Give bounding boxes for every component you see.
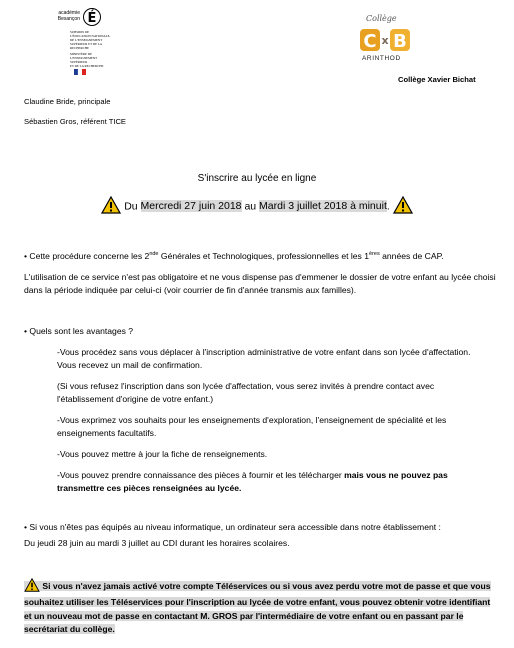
intro-bullet: • Cette procédure concerne les 2nde Générales et Technologiques, professionnelles et les 1ères années de CAP. — [24, 251, 444, 261]
svg-text:B: B — [393, 31, 407, 52]
academy-logo — [56, 6, 112, 68]
svg-text:x: x — [381, 34, 389, 47]
advantage-item: -Vous pouvez mettre à jour la fiche de renseignements. — [57, 449, 268, 459]
warning-icon — [101, 196, 121, 217]
college-logo-script: Collège — [366, 14, 397, 23]
advantage-item: -Vous exprimez vos souhaits pour les enseignements d'exploration, l'enseignement de spécialité et les enseignements facultatifs. — [57, 415, 447, 439]
intro-paragraph: L'utilisation de ce service n'est pas obligatoire et ne vous dispense pas d'emmener le dossier de votre enfant au lycée choisi dans la période indiquée par celui-ci (voir courrier de fin d'année transmis aux familles). — [24, 272, 496, 296]
account-notice-text: Si vous n'avez jamais activé votre compte Téléservices ou si vous avez perdu votre mot de passe et que vous souhaitez utiliser les Téléservices pour l'inscription au lycée de votre enfant, vous pouvez obtenir votre identifiant et un nouveau mot de passe en contactant M. GROS par l'intermédiaire de votre enfant ou en passant par le secrétariat du collège. — [24, 581, 491, 634]
college-name: Collège Xavier Bichat — [398, 75, 476, 84]
dates-middle: au — [241, 200, 260, 213]
advantage-item: -Vous pouvez prendre connaissance des pièces à fournir et les télécharger mais vous ne pouvez pas transmettre ces pièces renseignées au lycée. — [57, 470, 448, 494]
dates-suffix: . — [386, 200, 390, 213]
academy-name: académie Besançon — [57, 10, 80, 22]
ministry-lines: SUBSIDIS DE L'ÉDUCATION NATIONALE, DE L'ENSEIGNEMENT SUPÉRIEUR ET DE LA RECHERCHE MINISTÈRE DE L'ENSEIGNEMENT SUPÉRIEUR ET DE LA RECHERCHE — [70, 30, 111, 68]
academy-e-mark — [83, 6, 101, 28]
account-notice — [24, 578, 494, 636]
marianne-icon — [74, 62, 86, 68]
principal-name: Claudine Bride, principale — [24, 97, 111, 106]
end-date: Mardi 3 juillet 2018 à minuit — [259, 200, 387, 213]
equipment-dates: Du jeudi 28 juin au mardi 3 juillet au CDI durant les horaires scolaires. — [24, 538, 290, 548]
college-logo-letters — [360, 26, 412, 52]
advantages-heading: • Quels sont les avantages ? — [24, 326, 134, 336]
start-date: Mercredi 27 juin 2018 — [140, 200, 242, 213]
equipment-line: • Si vous n'êtes pas équipés au niveau informatique, un ordinateur sera accessible dans notre établissement : — [24, 522, 441, 532]
svg-text:É: É — [87, 11, 97, 26]
dates-prefix: Du — [124, 200, 141, 213]
warning-icon — [24, 578, 40, 596]
page-title: S'inscrire au lycée en ligne — [197, 173, 317, 184]
college-logo-town: ARINTHOD — [362, 55, 401, 62]
referent-name: Sébastien Gros, référent TICE — [24, 117, 127, 126]
dates-line — [0, 196, 514, 217]
college-logo — [352, 14, 422, 72]
warning-icon — [393, 196, 413, 217]
advantage-item: -Vous procédez sans vous déplacer à l'inscription administrative de votre enfant dans son lycée d'affectation. Vous recevez un mail de confirmation. — [57, 347, 471, 371]
svg-text:C: C — [363, 31, 377, 52]
advantage-note: (Si vous refusez l'inscription dans son lycée d'affectation, vous serez invités à prendre contact avec l'établissement d'origine de votre enfant.) — [57, 381, 435, 405]
